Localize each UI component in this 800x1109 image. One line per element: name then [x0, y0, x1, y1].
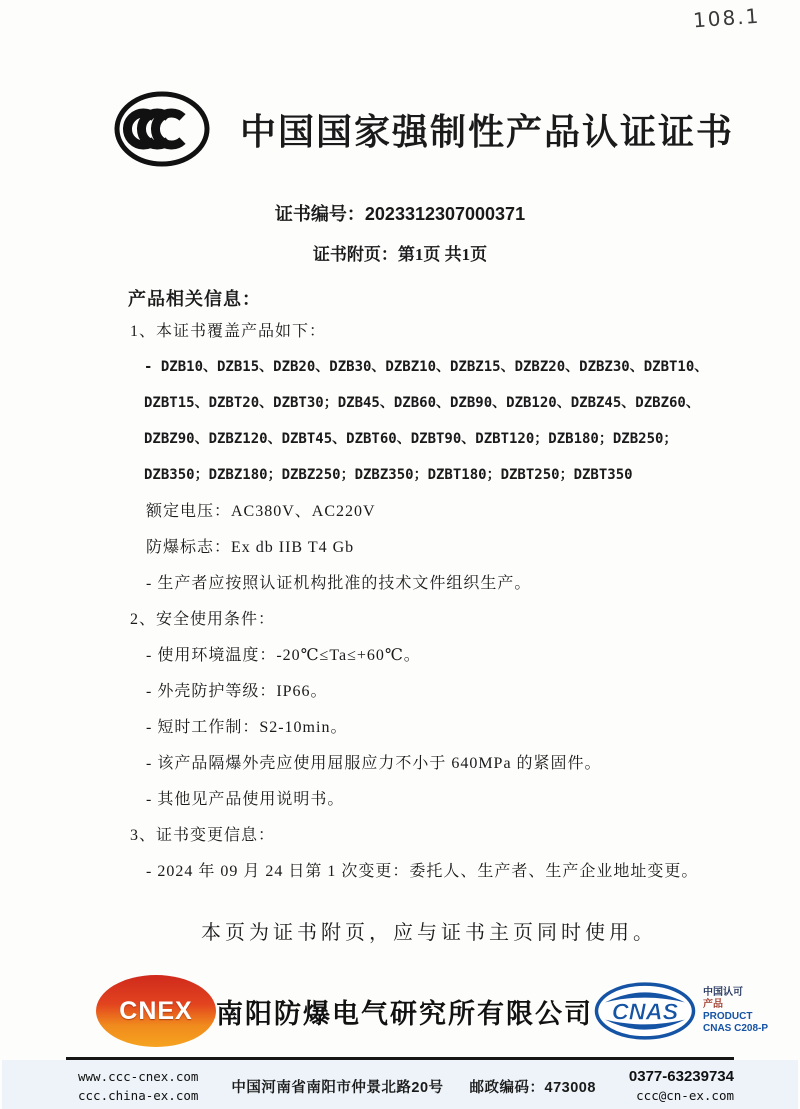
cnas-caption-line: CNAS C208-P [703, 1023, 769, 1034]
ccc-mark-icon [112, 88, 212, 170]
body-line: - 该产品隔爆外壳应使用屈服应力不小于 640MPa 的紧固件。 [146, 755, 602, 772]
cnex-logo-text: CNEX [119, 996, 193, 1025]
certificate-body [0, 265, 800, 945]
body-line: 2、安全使用条件： [130, 611, 276, 628]
footer-address-line [231, 1076, 596, 1097]
product-models-line: - DZB10、DZB15、DZB20、DZB30、DZBZ10、DZBZ15、DZBZ20、DZBZ30、DZBT10、 [144, 359, 709, 375]
rated-voltage-line: 额定电压：AC380V、AC220V [146, 503, 376, 520]
footer-phone-email [629, 1067, 734, 1105]
cnas-caption [703, 987, 768, 1035]
footer-website-2: ccc.china-ex.com [78, 1088, 199, 1103]
cnas-caption-line: PRODUCT [703, 1011, 753, 1022]
certificate-title: 中国国家强制性产品认证证书 [240, 111, 735, 152]
footer-address: 中国河南省南阳市仲景北路20号 [231, 1079, 444, 1096]
footer-website-1: www.ccc-cnex.com [78, 1069, 199, 1084]
cnas-logo-icon [593, 980, 697, 1042]
footer-brand-bar [0, 945, 800, 1047]
body-line: - 外壳防护等级：IP66。 [146, 683, 328, 700]
product-models-line: DZB350；DZBZ180；DZBZ250；DZBZ350；DZBT180；DZBT250；DZBT350 [144, 467, 633, 483]
footer-email: ccc@cn-ex.com [636, 1088, 734, 1103]
footer-phone: 0377-63239734 [628, 1068, 734, 1085]
product-models-line: DZBZ90、DZBZ120、DZBT45、DZBT60、DZBT90、DZBT120；DZB180；DZB250； [144, 431, 678, 447]
certificate-page-label: 证书附页： [312, 245, 398, 264]
body-line: - 使用环境温度：-20℃≤Ta≤+60℃。 [146, 647, 421, 664]
svg-text:CNAS: CNAS [611, 998, 679, 1025]
footer-postcode-label: 邮政编码： [469, 1079, 545, 1096]
change-record-line: - 2024 年 09 月 24 日第 1 次变更：委托人、生产者、生产企业地址变更。 [146, 863, 699, 880]
footer-contact-bar [2, 1060, 798, 1109]
footer-postcode: 473008 [544, 1079, 596, 1096]
body-line: - 短时工作制：S2-10min。 [146, 719, 348, 736]
certificate-page-value: 第1页 共1页 [397, 245, 488, 264]
certificate-page-line [0, 240, 800, 265]
cnas-block [593, 980, 768, 1042]
product-models-line: DZBT15、DZBT20、DZBT30；DZB45、DZB60、DZB90、DZB120、DZBZ45、DZBZ60、 [144, 395, 700, 411]
attachment-footnote: 本页为证书附页，应与证书主页同时使用。 [201, 922, 657, 944]
certificate-number-value: 2023312307000371 [364, 204, 526, 224]
certificate-number-line [0, 200, 800, 226]
cnex-logo-icon [96, 975, 216, 1047]
handwritten-annotation: 108.1 [691, 3, 761, 33]
body-line: 3、证书变更信息： [130, 827, 276, 844]
cnas-caption-line: 中国认可 [703, 987, 743, 998]
section-title: 产品相关信息： [128, 289, 261, 309]
certificate-number-label: 证书编号： [274, 204, 365, 224]
body-line: - 生产者应按照认证机构批准的技术文件组织生产。 [146, 575, 532, 592]
cnas-caption-line: 产品 [703, 999, 723, 1010]
company-name: 南阳防爆电气研究所有限公司 [216, 998, 593, 1029]
body-line: - 其他见产品使用说明书。 [146, 791, 345, 808]
footer-websites [78, 1067, 198, 1105]
body-line: 1、本证书覆盖产品如下： [130, 323, 327, 340]
header [0, 0, 800, 170]
ex-marking-line: 防爆标志：Ex db IIB T4 Gb [146, 539, 355, 556]
